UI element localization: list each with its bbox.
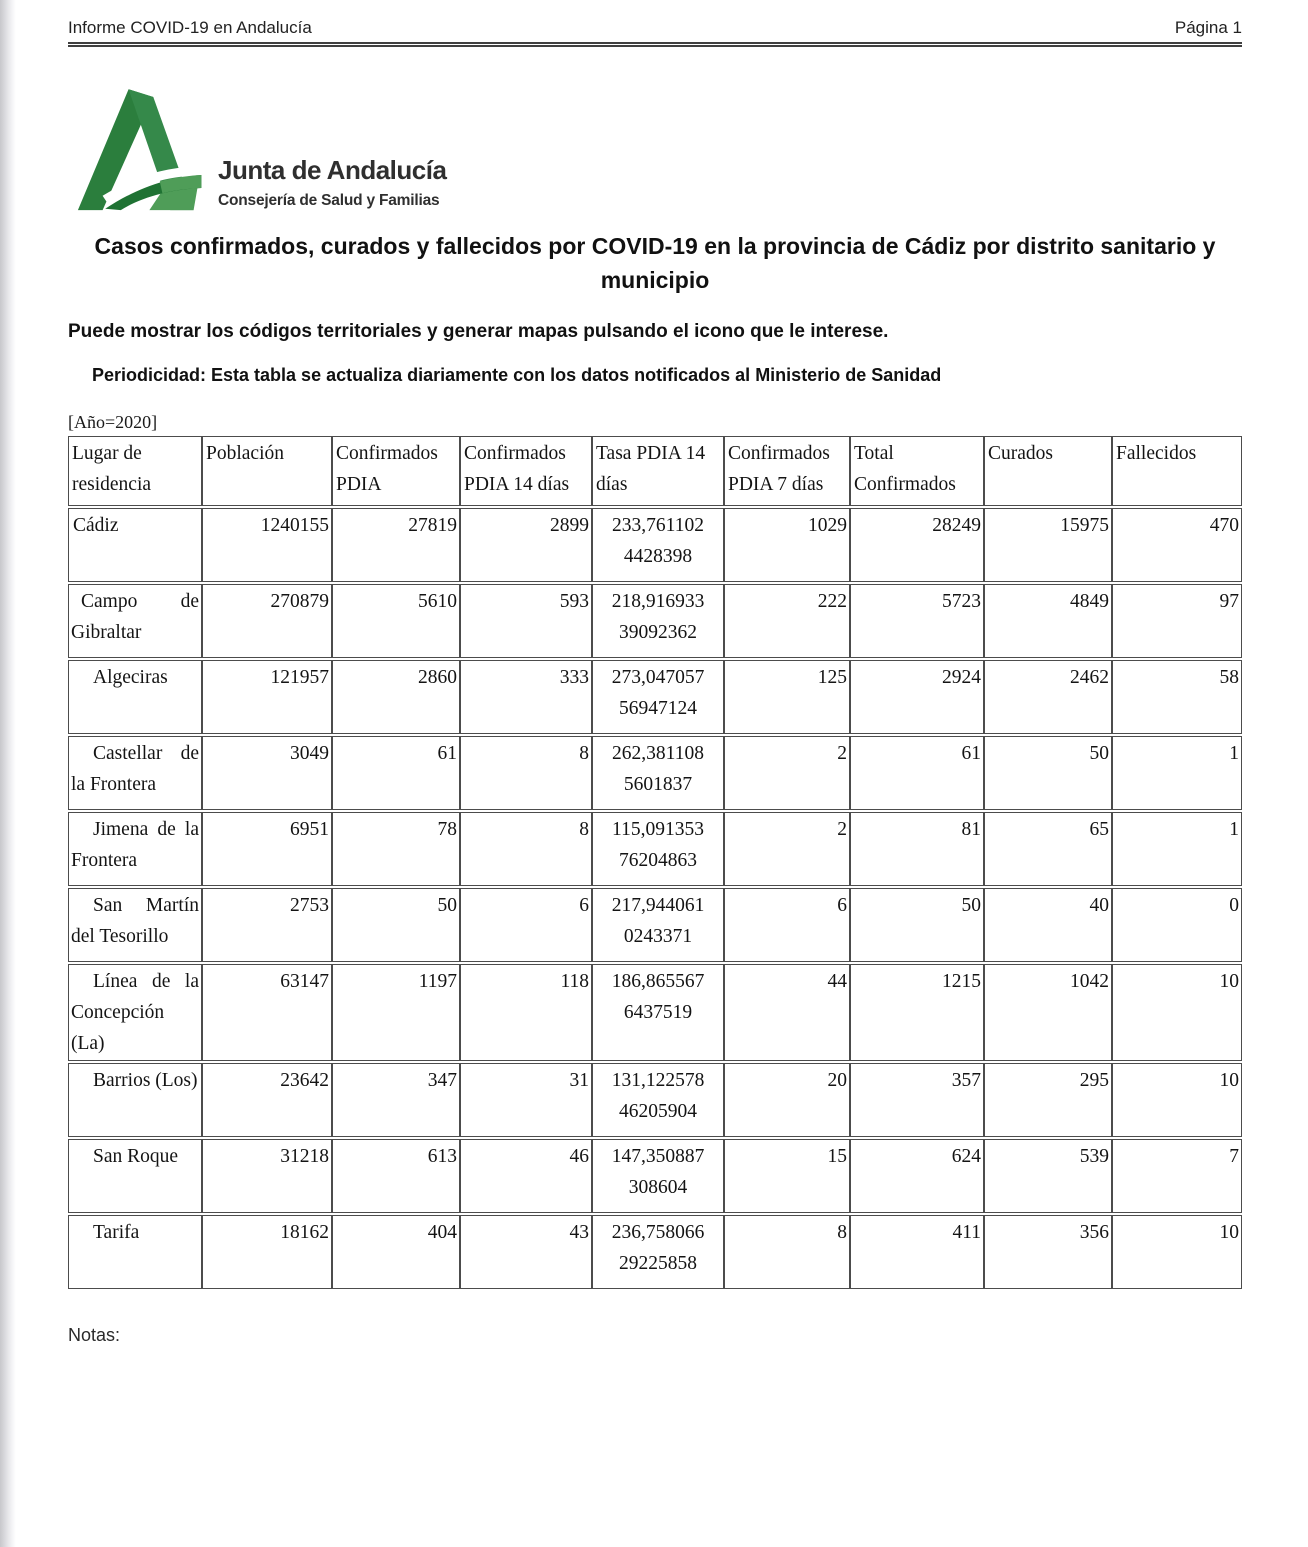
curados-cell: 356 bbox=[984, 1215, 1112, 1289]
confirmados-pdia-7-cell: 6 bbox=[724, 888, 850, 962]
tasa-line-2: 29225858 bbox=[619, 1253, 697, 1274]
tasa-line-2: 39092362 bbox=[619, 622, 697, 643]
confirmados-pdia-14-cell: 8 bbox=[460, 736, 592, 810]
confirmados-pdia-14-cell: 593 bbox=[460, 584, 592, 658]
poblacion-cell: 31218 bbox=[202, 1139, 332, 1213]
place-cell: San Roque bbox=[68, 1139, 202, 1213]
place-cell: Línea de la Concepción (La) bbox=[68, 964, 202, 1061]
total-confirmados-cell: 411 bbox=[850, 1215, 984, 1289]
total-confirmados-cell: 5723 bbox=[850, 584, 984, 658]
confirmados-pdia-14-cell: 46 bbox=[460, 1139, 592, 1213]
place-cell: Barrios (Los) bbox=[68, 1063, 202, 1137]
poblacion-cell: 6951 bbox=[202, 812, 332, 886]
confirmados-pdia-7-cell: 222 bbox=[724, 584, 850, 658]
fallecidos-cell: 1 bbox=[1112, 736, 1242, 810]
poblacion-cell: 18162 bbox=[202, 1215, 332, 1289]
confirmados-pdia-cell: 78 bbox=[332, 812, 460, 886]
table-row bbox=[68, 736, 1242, 810]
total-confirmados-cell: 2924 bbox=[850, 660, 984, 734]
confirmados-pdia-14-cell: 333 bbox=[460, 660, 592, 734]
year-tag: [Año=2020] bbox=[68, 412, 158, 432]
place-cell: Castellar de la Frontera bbox=[68, 736, 202, 810]
confirmados-pdia-7-cell: 15 bbox=[724, 1139, 850, 1213]
confirmados-pdia-7-cell: 20 bbox=[724, 1063, 850, 1137]
tasa-line-2: 46205904 bbox=[619, 1101, 697, 1122]
fallecidos-cell: 97 bbox=[1112, 584, 1242, 658]
total-confirmados-cell: 624 bbox=[850, 1139, 984, 1213]
confirmados-pdia-cell: 61 bbox=[332, 736, 460, 810]
column-header: Confirmados PDIA 14 días bbox=[460, 436, 592, 506]
total-confirmados-cell: 61 bbox=[850, 736, 984, 810]
poblacion-cell: 1240155 bbox=[202, 508, 332, 582]
org-name: Junta de Andalucía bbox=[218, 155, 447, 185]
fallecidos-cell: 58 bbox=[1112, 660, 1242, 734]
table-header-row bbox=[68, 436, 1242, 506]
page-number: Página 1 bbox=[1174, 18, 1242, 37]
table-row bbox=[68, 812, 1242, 886]
total-confirmados-cell: 81 bbox=[850, 812, 984, 886]
column-header: Fallecidos bbox=[1112, 436, 1242, 506]
curados-cell: 295 bbox=[984, 1063, 1112, 1137]
running-header-title: Informe COVID-19 en Andalucía bbox=[68, 18, 312, 37]
tasa-line-2: 76204863 bbox=[619, 850, 697, 871]
poblacion-cell: 23642 bbox=[202, 1063, 332, 1137]
confirmados-pdia-7-cell: 1029 bbox=[724, 508, 850, 582]
poblacion-cell: 3049 bbox=[202, 736, 332, 810]
confirmados-pdia-7-cell: 44 bbox=[724, 964, 850, 1061]
tasa-pdia-14-cell bbox=[592, 1063, 724, 1137]
total-confirmados-cell: 28249 bbox=[850, 508, 984, 582]
curados-cell: 65 bbox=[984, 812, 1112, 886]
place-cell: Campo de Gibraltar bbox=[68, 584, 202, 658]
tasa-line-2: 6437519 bbox=[623, 1002, 693, 1023]
table-row bbox=[68, 1063, 1242, 1137]
fallecidos-cell: 470 bbox=[1112, 508, 1242, 582]
confirmados-pdia-cell: 613 bbox=[332, 1139, 460, 1213]
org-department: Consejería de Salud y Familias bbox=[218, 192, 440, 209]
poblacion-cell: 270879 bbox=[202, 584, 332, 658]
tasa-line-2: 0243371 bbox=[623, 926, 693, 947]
curados-cell: 2462 bbox=[984, 660, 1112, 734]
place-cell: Cádiz bbox=[68, 508, 202, 582]
curados-cell: 15975 bbox=[984, 508, 1112, 582]
column-header: Confirmados PDIA 7 días bbox=[724, 436, 850, 506]
tasa-line-1: 115,091353 bbox=[612, 819, 704, 840]
place-cell: Jimena de la Frontera bbox=[68, 812, 202, 886]
tasa-line-1: 236,758066 bbox=[611, 1222, 705, 1243]
table-row bbox=[68, 508, 1242, 582]
intro-text: Puede mostrar los códigos territoriales y generar mapas pulsando el icono que le interese. bbox=[68, 321, 889, 342]
curados-cell: 40 bbox=[984, 888, 1112, 962]
column-header: Curados bbox=[984, 436, 1112, 506]
column-header: Población bbox=[202, 436, 332, 506]
tasa-line-1: 186,865567 bbox=[611, 971, 705, 992]
confirmados-pdia-cell: 347 bbox=[332, 1063, 460, 1137]
tasa-pdia-14-cell bbox=[592, 888, 724, 962]
confirmados-pdia-14-cell: 8 bbox=[460, 812, 592, 886]
tasa-pdia-14-cell bbox=[592, 584, 724, 658]
poblacion-cell: 2753 bbox=[202, 888, 332, 962]
column-header: Confirmados PDIA bbox=[332, 436, 460, 506]
confirmados-pdia-14-cell: 43 bbox=[460, 1215, 592, 1289]
column-header: Total Confirmados bbox=[850, 436, 984, 506]
confirmados-pdia-14-cell: 31 bbox=[460, 1063, 592, 1137]
total-confirmados-cell: 357 bbox=[850, 1063, 984, 1137]
fallecidos-cell: 7 bbox=[1112, 1139, 1242, 1213]
table-row bbox=[68, 584, 1242, 658]
notes-label: Notas: bbox=[68, 1325, 121, 1345]
column-header: Tasa PDIA 14 días bbox=[592, 436, 724, 506]
scan-edge-shadow bbox=[0, 0, 16, 1547]
brand-text bbox=[218, 155, 446, 210]
periodicity-text: Periodicidad: Esta tabla se actualiza diariamente con los datos notificados al Ministerio de Sanidad bbox=[92, 365, 942, 385]
tasa-line-1: 147,350887 bbox=[611, 1146, 705, 1167]
tasa-pdia-14-cell bbox=[592, 1139, 724, 1213]
confirmados-pdia-cell: 50 bbox=[332, 888, 460, 962]
table-row bbox=[68, 660, 1242, 734]
tasa-line-1: 273,047057 bbox=[611, 667, 705, 688]
fallecidos-cell: 10 bbox=[1112, 964, 1242, 1061]
place-cell: San Martín del Tesorillo bbox=[68, 888, 202, 962]
column-header: Lugar de residencia bbox=[68, 436, 202, 506]
confirmados-pdia-cell: 5610 bbox=[332, 584, 460, 658]
table-row bbox=[68, 964, 1242, 1061]
tasa-pdia-14-cell bbox=[592, 736, 724, 810]
junta-andalucia-logo-icon bbox=[74, 83, 204, 215]
confirmados-pdia-14-cell: 2899 bbox=[460, 508, 592, 582]
table-row bbox=[68, 1215, 1242, 1289]
tasa-line-2: 5601837 bbox=[623, 774, 693, 795]
tasa-line-1: 262,381108 bbox=[612, 743, 704, 764]
brand-block bbox=[74, 83, 1242, 215]
table-row bbox=[68, 888, 1242, 962]
tasa-line-2: 4428398 bbox=[623, 546, 693, 567]
tasa-line-1: 131,122578 bbox=[611, 1070, 705, 1091]
confirmados-pdia-cell: 27819 bbox=[332, 508, 460, 582]
curados-cell: 1042 bbox=[984, 964, 1112, 1061]
document-title: Casos confirmados, curados y fallecidos por COVID-19 en la provincia de Cádiz por distrito sanitario y municipio bbox=[94, 233, 1216, 293]
tasa-line-1: 218,916933 bbox=[611, 591, 705, 612]
tasa-pdia-14-cell bbox=[592, 1215, 724, 1289]
tasa-line-2: 308604 bbox=[628, 1177, 688, 1198]
fallecidos-cell: 10 bbox=[1112, 1215, 1242, 1289]
tasa-pdia-14-cell bbox=[592, 964, 724, 1061]
poblacion-cell: 63147 bbox=[202, 964, 332, 1061]
confirmados-pdia-14-cell: 118 bbox=[460, 964, 592, 1061]
tasa-line-1: 217,944061 bbox=[611, 895, 705, 916]
confirmados-pdia-cell: 404 bbox=[332, 1215, 460, 1289]
tasa-pdia-14-cell bbox=[592, 660, 724, 734]
confirmados-pdia-cell: 1197 bbox=[332, 964, 460, 1061]
curados-cell: 4849 bbox=[984, 584, 1112, 658]
confirmados-pdia-7-cell: 2 bbox=[724, 812, 850, 886]
tasa-line-2: 56947124 bbox=[619, 698, 697, 719]
poblacion-cell: 121957 bbox=[202, 660, 332, 734]
fallecidos-cell: 10 bbox=[1112, 1063, 1242, 1137]
curados-cell: 539 bbox=[984, 1139, 1112, 1213]
place-cell: Algeciras bbox=[68, 660, 202, 734]
confirmados-pdia-14-cell: 6 bbox=[460, 888, 592, 962]
covid-cases-table bbox=[68, 434, 1242, 1291]
tasa-pdia-14-cell bbox=[592, 508, 724, 582]
confirmados-pdia-7-cell: 8 bbox=[724, 1215, 850, 1289]
confirmados-pdia-cell: 2860 bbox=[332, 660, 460, 734]
tasa-line-1: 233,761102 bbox=[612, 515, 704, 536]
fallecidos-cell: 1 bbox=[1112, 812, 1242, 886]
running-header bbox=[68, 0, 1242, 47]
table-row bbox=[68, 1139, 1242, 1213]
curados-cell: 50 bbox=[984, 736, 1112, 810]
place-cell: Tarifa bbox=[68, 1215, 202, 1289]
total-confirmados-cell: 50 bbox=[850, 888, 984, 962]
fallecidos-cell: 0 bbox=[1112, 888, 1242, 962]
tasa-pdia-14-cell bbox=[592, 812, 724, 886]
confirmados-pdia-7-cell: 125 bbox=[724, 660, 850, 734]
total-confirmados-cell: 1215 bbox=[850, 964, 984, 1061]
confirmados-pdia-7-cell: 2 bbox=[724, 736, 850, 810]
